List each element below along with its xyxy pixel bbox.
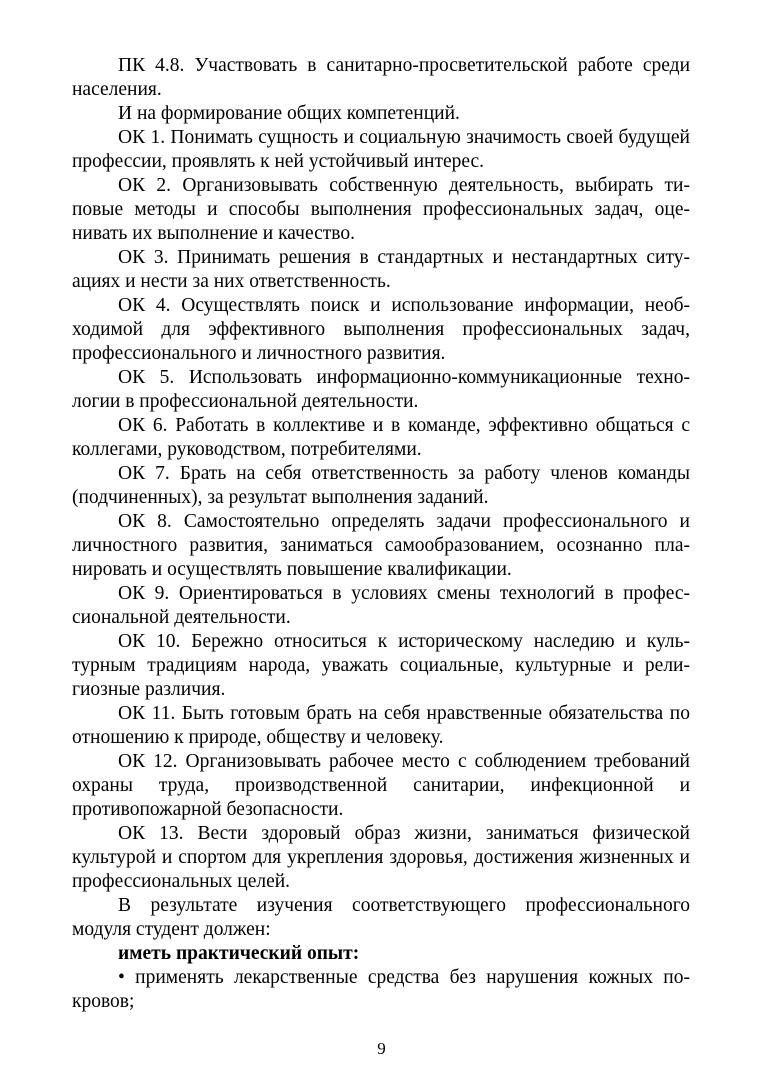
bullet-item-text: применять лекарственные средства без нарушения кожных покровов; [72,967,690,1012]
paragraph-ok-11: ОК 11. Быть готовым брать на себя нравственные обязательства по отношению к природе, обществу и человеку. [72,703,690,748]
paragraph-ok-7: ОК 7. Брать на себя ответственность за работу членов команды (подчиненных), за результат выполнения заданий. [72,463,690,508]
paragraph-module-result-intro: В результате изучения соответствующего профессионального модуля студент должен: [72,895,690,940]
paragraph-general-competencies-intro: И на формирование общих компетенций. [118,103,460,124]
subheading-practical-experience: иметь практический опыт: [118,943,360,964]
paragraph-ok-3: ОК 3. Принимать решения в стандартных и нестандартных ситуациях и нести за них ответственность. [72,247,690,292]
paragraph-ok-6: ОК 6. Работать в коллективе и в команде, эффективно общаться с коллегами, руководством, потребителями. [72,415,690,460]
paragraph-ok-9: ОК 9. Ориентироваться в условиях смены технологий в профессиональной деятельности. [72,583,690,628]
paragraph-ok-12: ОК 12. Организовывать рабочее место с соблюдением требований охраны труда, производственной санитарии, инфекционной и противопожарной безопасности. [72,751,690,820]
paragraph-ok-1: ОК 1. Понимать сущность и социальную значимость своей будущей профессии, проявлять к ней устойчивый интерес. [72,127,690,172]
paragraph-ok-4: ОК 4. Осуществлять поиск и использование информации, необходимой для эффективного выполнения профессиональных задач, профессионального и личностного развития. [72,295,690,364]
paragraph-ok-10: ОК 10. Бережно относиться к историческому наследию и культурным традициям народа, уважать социальные, культурные и религиозные различия. [72,631,690,700]
page-number: 9 [377,1039,386,1058]
paragraph-ok-2: ОК 2. Организовывать собственную деятельность, выбирать типовые методы и способы выполнения профессиональных задач, оценивать их выполнение и качество. [72,175,690,244]
paragraph-ok-5: ОК 5. Использовать информационно-коммуникационные технологии в профессиональной деятельности. [72,367,690,412]
paragraph-ok-8: ОК 8. Самостоятельно определять задачи профессионального и личностного развития, заниматься самообразованием, осознанно планировать и осуществлять повышение квалификации. [72,511,690,580]
paragraph-ok-13: ОК 13. Вести здоровый образ жизни, заниматься физической культурой и спортом для укрепления здоровья, достижения жизненных и профессиональных целей. [72,823,690,892]
bullet-symbol: • [118,967,125,988]
document-page [72,54,690,1014]
paragraph-pk-4-8: ПК 4.8. Участвовать в санитарно-просветительской работе среди населения. [72,55,690,100]
bullet-item [72,966,690,1014]
